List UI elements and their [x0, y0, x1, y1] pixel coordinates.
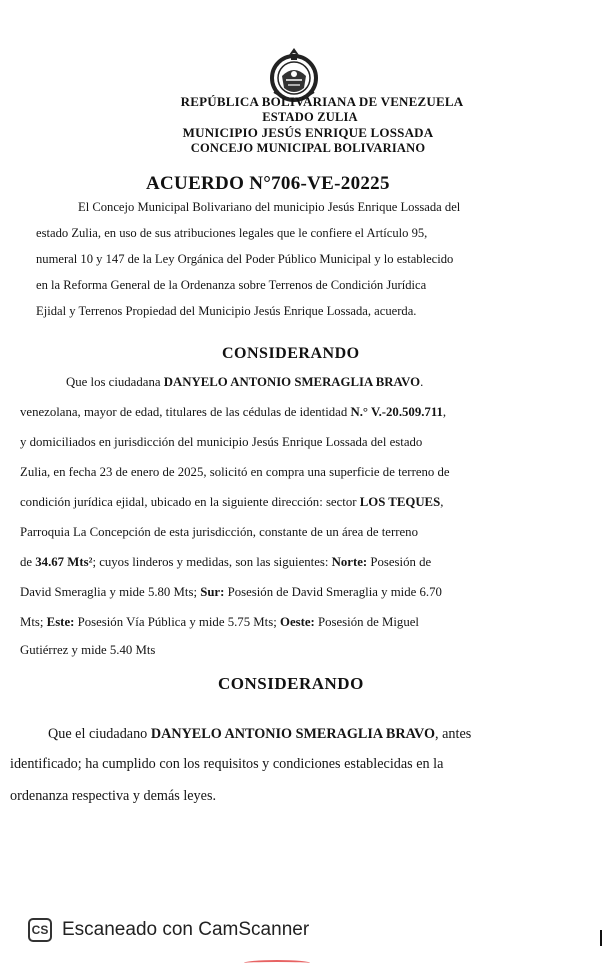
paragraph-line: identificado; ha cumplido con los requisitos y condiciones establecidas en la — [10, 756, 444, 772]
considerando-heading-2: CONSIDERANDO — [218, 674, 364, 693]
camscanner-logo-icon: CS — [28, 918, 52, 942]
camscanner-label: Escaneado con CamScanner — [62, 919, 310, 940]
land-area: 34.67 Mts² — [35, 555, 93, 569]
intro-line: numeral 10 y 147 de la Ley Orgánica del Poder Público Municipal y lo establecido — [36, 252, 454, 266]
intro-line: en la Reforma General de la Ordenanza sobre Terrenos de Condición Jurídica — [36, 278, 427, 292]
paragraph-line: y domiciliados en jurisdicción del municipio Jesús Enrique Lossada del estado — [20, 435, 423, 449]
stamp-fragment — [244, 960, 310, 966]
edge-mark — [600, 930, 602, 946]
considerando-heading-1: CONSIDERANDO — [222, 345, 360, 362]
header-line-municipality: MUNICIPIO JESÚS ENRIQUE LOSSADA — [182, 125, 434, 140]
paragraph-line: de 34.67 Mts²; cuyos linderos y medidas, son las siguientes: Norte: Posesión de — [20, 555, 432, 569]
id-number: N.° V.-20.509.711 — [350, 405, 443, 419]
paragraph-line: Que el ciudadano DANYELO ANTONIO SMERAGLIA BRAVO, antes — [48, 726, 472, 742]
paragraph-line: Mts; Este: Posesión Vía Pública y mide 5.75 Mts; Oeste: Posesión de Miguel — [20, 615, 419, 629]
header-line-council: CONCEJO MUNICIPAL BOLIVARIANO — [190, 141, 426, 155]
header-line-state: ESTADO ZULIA — [262, 110, 358, 124]
paragraph-line: ordenanza respectiva y demás leyes. — [10, 788, 217, 804]
document-title: ACUERDO N°706-VE-20225 — [146, 173, 390, 194]
camscanner-footer — [28, 918, 309, 942]
applicant-name: DANYELO ANTONIO SMERAGLIA BRAVO — [163, 375, 421, 389]
paragraph-line: Que los ciudadana DANYELO ANTONIO SMERAGLIA BRAVO. — [66, 375, 424, 389]
intro-line: estado Zulia, en uso de sus atribuciones legales que le confiere el Artículo 95, — [36, 226, 428, 240]
intro-line: El Concejo Municipal Bolivariano del municipio Jesús Enrique Lossada del — [78, 200, 461, 214]
intro-line: Ejidal y Terrenos Propiedad del Municipio Jesús Enrique Lossada, acuerda. — [36, 304, 417, 318]
paragraph-line: Gutiérrez y mide 5.40 Mts — [20, 643, 156, 657]
sector-name: LOS TEQUES — [359, 495, 441, 509]
paragraph-line: Parroquia La Concepción de esta jurisdicción, constante de un área de terreno — [20, 525, 418, 539]
header-line-republic: REPÚBLICA BOLIVARIANA DE VENEZUELA — [180, 94, 464, 109]
applicant-name: DANYELO ANTONIO SMERAGLIA BRAVO — [150, 726, 436, 742]
paragraph-line: venezolana, mayor de edad, titulares de las cédulas de identidad N.° V.-20.509.711, — [20, 405, 447, 419]
paragraph-line: Zulia, en fecha 23 de enero de 2025, solicitó en compra una superficie de terreno de — [20, 465, 450, 479]
paragraph-line: condición jurídica ejidal, ubicado en la siguiente dirección: sector LOS TEQUES, — [20, 495, 444, 509]
paragraph-line: David Smeraglia y mide 5.80 Mts; Sur: Posesión de David Smeraglia y mide 6.70 — [20, 585, 442, 599]
